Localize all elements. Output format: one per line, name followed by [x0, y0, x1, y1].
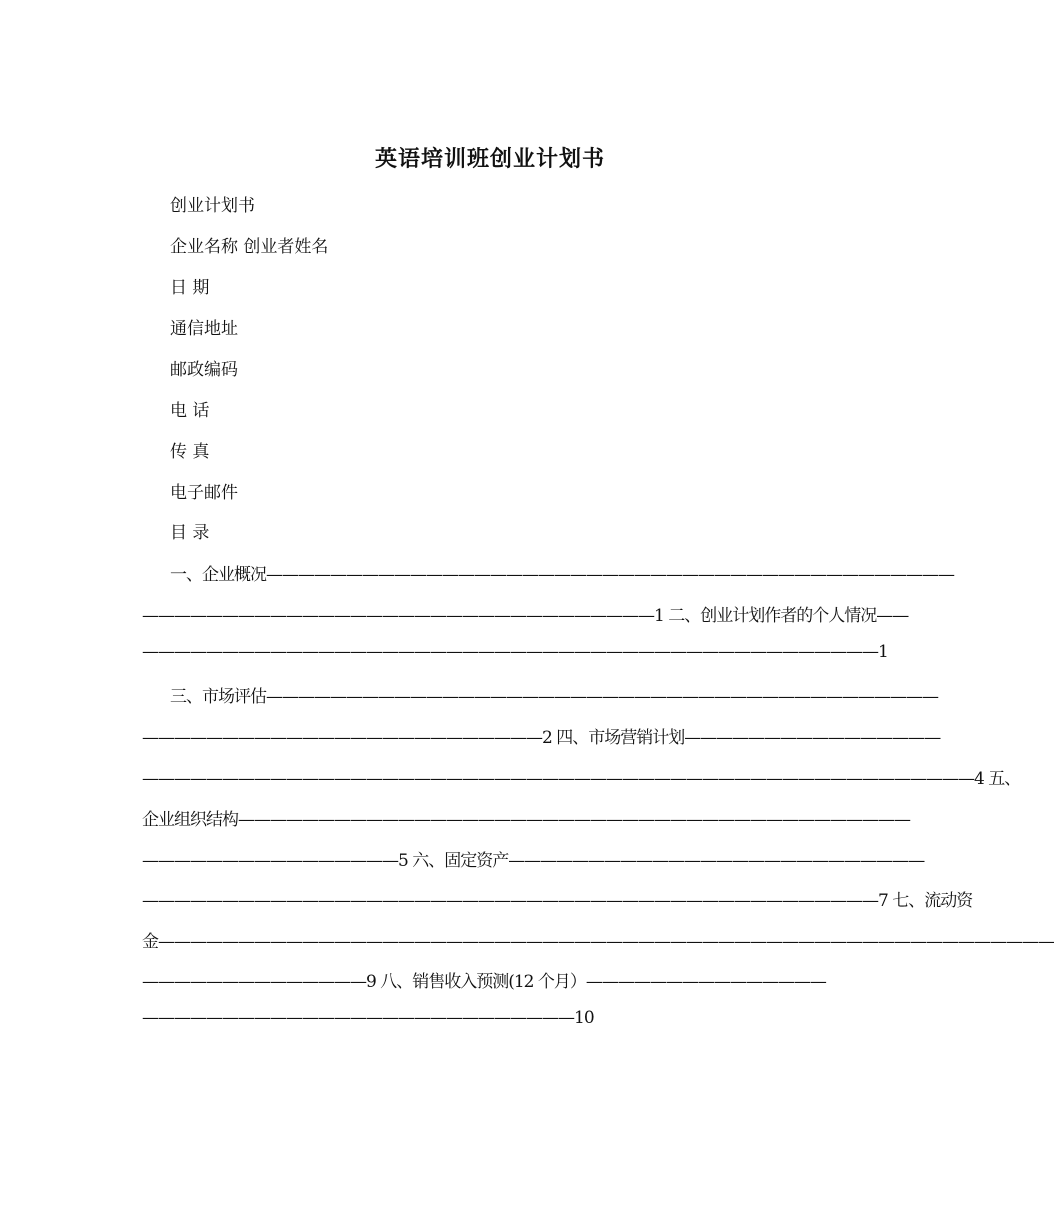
toc-line: ——————————————9 八、销售收入预测(12 个月）———————————————	[142, 972, 826, 992]
toc-line: 企业组织结构——————————————————————————————————————————	[142, 810, 910, 830]
header-line-date: 日 期	[170, 278, 210, 298]
toc-line: 一、企业概况———————————————————————————————————————————	[170, 565, 954, 585]
toc-line: ———————————————————————————10	[142, 1008, 594, 1028]
header-line-plan: 创业计划书	[170, 196, 255, 216]
header-line-phone: 电 话	[170, 401, 210, 421]
toc-line: 三、市场评估——————————————————————————————————————————	[170, 687, 938, 707]
toc-line: 金————————————————————————————————————————————————————————	[142, 932, 1054, 952]
header-line-email: 电子邮件	[170, 483, 238, 503]
toc-line: ——————————————————————————————————————————————7 七、流动资	[142, 891, 973, 911]
header-line-company-name: 企业名称 创业者姓名	[170, 237, 329, 257]
toc-line: ————————————————5 六、固定资产——————————————————————————	[142, 851, 925, 871]
document-title: 英语培训班创业计划书	[374, 146, 605, 172]
header-line-address: 通信地址	[170, 319, 238, 339]
toc-line: —————————————————————————2 四、市场营销计划————————————————	[142, 728, 941, 748]
toc-line: ——————————————————————————————————————————————1	[142, 642, 888, 662]
toc-line: ————————————————————————————————1 二、创业计划作者的个人情况——	[142, 606, 909, 626]
toc-heading: 目 录	[170, 523, 210, 543]
toc-line: ————————————————————————————————————————————————————4 五、	[142, 769, 1021, 789]
header-line-postcode: 邮政编码	[170, 360, 238, 380]
header-line-fax: 传 真	[170, 442, 210, 462]
